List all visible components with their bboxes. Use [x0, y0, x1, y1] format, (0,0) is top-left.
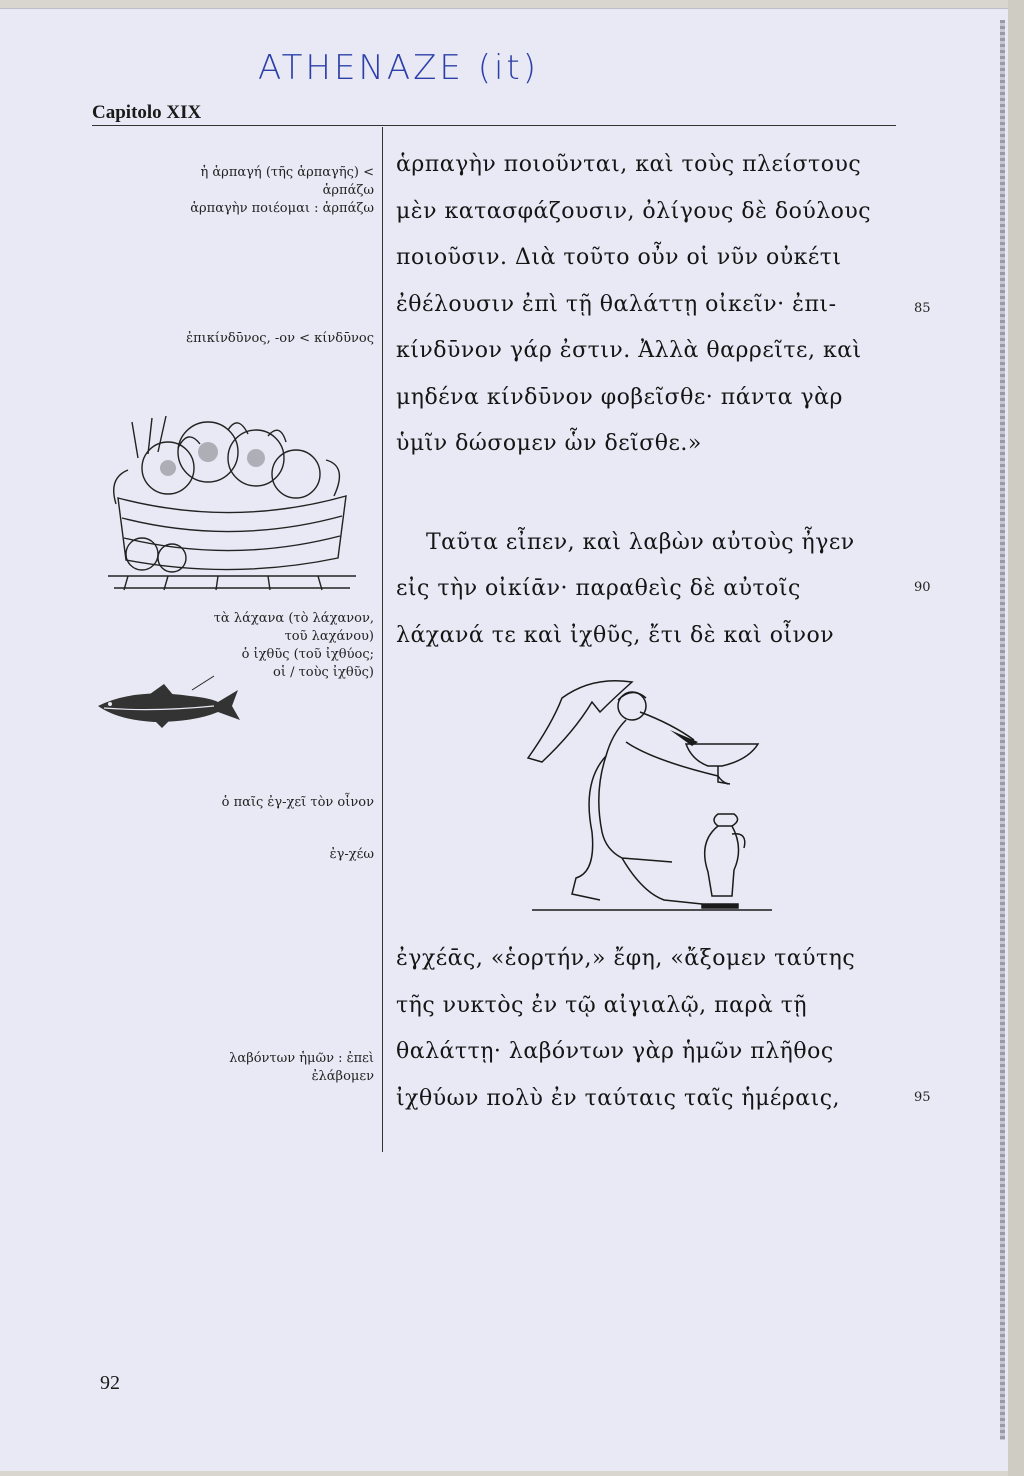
text-line: Ταῦτα εἶπεν, καὶ λαβὼν αὐτοὺς ἦγεν	[426, 530, 855, 555]
gloss-line: ἐλάβομεν	[311, 1069, 374, 1084]
gloss-engcheo	[330, 846, 374, 864]
gloss-engchei	[222, 794, 374, 812]
gloss-harpage	[190, 164, 374, 218]
text-line: λάχανά τε καὶ ἰχθῦς, ἔτι δὲ καὶ οἶνον	[396, 622, 835, 648]
text-block-2-first	[426, 520, 855, 567]
text-line: ὑμῖν δώσομεν ὧν δεῖσθε.»	[396, 431, 702, 456]
text-block-2	[396, 566, 834, 659]
gloss-labonton	[229, 1050, 374, 1086]
text-line: τῆς νυκτὸς ἐν τῷ αἰγιαλῷ, παρὰ τῇ	[396, 992, 808, 1018]
gloss-epikindynos	[186, 330, 374, 348]
text-line: ἰχθύων πολὺ ἐν ταύταις ταῖς ἡμέραις,	[396, 1085, 841, 1111]
gloss-line: ἁρπαγὴν ποιέομαι : ἁρπάζω	[190, 201, 374, 216]
gloss-line: τοῦ λαχάνου)	[284, 629, 374, 644]
text-line: μηδένα κίνδῡνον φοβεῖσθε· πάντα γὰρ	[396, 384, 843, 410]
gloss-line: ἁρπάζω	[322, 183, 374, 198]
text-block-1	[396, 142, 871, 468]
line-number-95: 95	[914, 1090, 931, 1105]
text-line: ἁρπαγὴν ποιοῦνται, καὶ τοὺς πλείστους	[396, 152, 862, 177]
line-number-90: 90	[914, 580, 931, 595]
gloss-line: ὁ ἰχθῦς (τοῦ ἰχθύος;	[241, 647, 374, 662]
kneeling-figure-illustration	[522, 672, 774, 917]
gloss-line: ἡ ἁρπαγή (τῆς ἁρπαγῆς) <	[200, 165, 374, 180]
text-line: μὲν κατασφάζουσιν, ὀλίγους δὲ δούλους	[396, 198, 872, 224]
text-line: ποιοῦσιν. Διὰ τοῦτο οὖν οἱ νῦν οὐκέτι	[396, 245, 842, 270]
handwritten-title: ATHENAZE (it)	[258, 48, 540, 88]
gloss-line: ὁ παῖς ἐγ-χεῖ τὸν οἶνον	[221, 795, 374, 810]
line-number-85: 85	[914, 301, 931, 316]
column-divider	[382, 127, 383, 1152]
gloss-line: οἱ / τοὺς ἰχθῦς)	[273, 665, 374, 680]
text-line: θαλάττῃ· λαβόντων γὰρ ἡμῶν πλῆθος	[396, 1039, 834, 1064]
vegetable-basket-illustration	[108, 408, 356, 594]
header-rule	[92, 125, 896, 126]
text-line: ἐθέλουσιν ἐπὶ τῇ θαλάττῃ οἰκεῖν· ἐπι-	[396, 291, 837, 317]
text-line: ἐγχέᾱς, «ἑορτήν,» ἔφη, «ἄξομεν ταύτης	[396, 946, 856, 971]
scan-edge	[1008, 0, 1024, 1476]
gloss-line: ἐγ-χέω	[329, 847, 374, 862]
text-block-3	[396, 936, 855, 1122]
text-line: κίνδῡνον γάρ ἐστιν. Ἀλλὰ θαρρεῖτε, καὶ	[396, 338, 862, 363]
gloss-line: λαβόντων ἡμῶν : ἐπεὶ	[229, 1051, 374, 1066]
chapter-heading: Capitolo XIX	[92, 102, 202, 123]
text-line: εἰς τὴν οἰκίᾱν· παραθεὶς δὲ αὐτοῖς	[396, 576, 801, 601]
gloss-line: τὰ λάχανα (τὸ λάχανον,	[213, 611, 374, 626]
gloss-line: ἐπικίνδῡνος, -ον < κίνδῡνος	[186, 331, 374, 346]
page-number: 92	[100, 1372, 120, 1394]
scan-strip	[1000, 20, 1005, 1440]
fish-illustration	[94, 672, 244, 732]
